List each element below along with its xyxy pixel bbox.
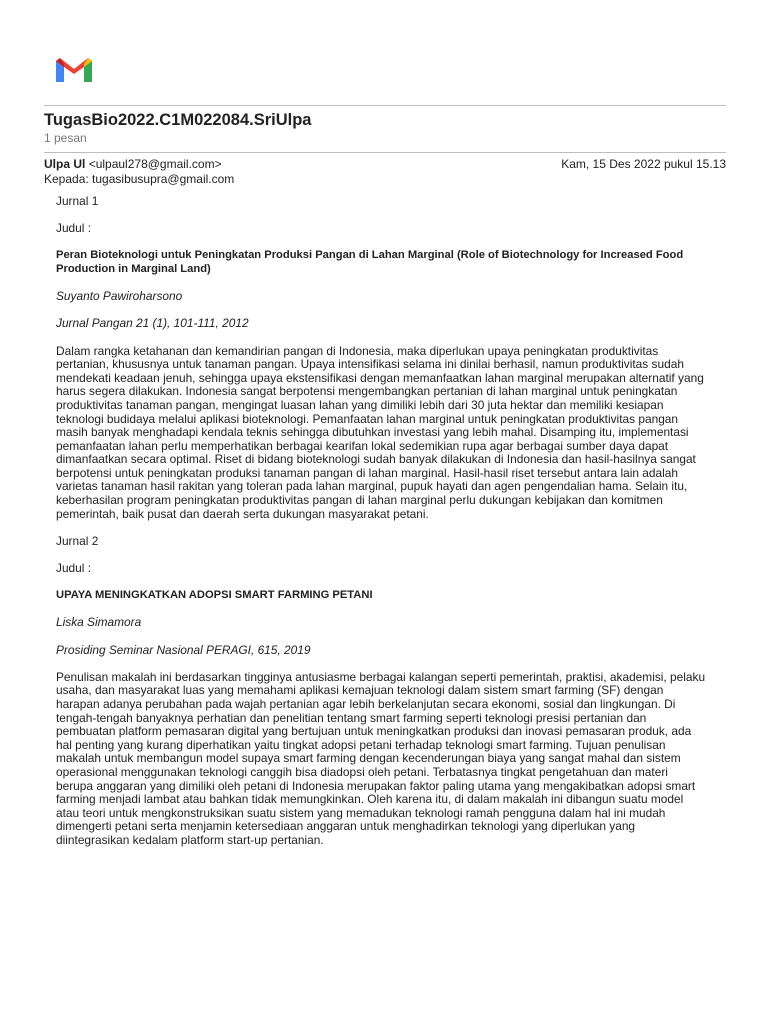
gmail-logo-icon bbox=[53, 56, 95, 84]
email-subject: TugasBio2022.C1M022084.SriUlpa bbox=[44, 111, 312, 129]
journal-1-label: Jurnal 1 bbox=[56, 194, 99, 208]
journal-1-title: Peran Bioteknologi untuk Peningkatan Produksi Pangan di Lahan Marginal (Role of Biotechnology for Increased Food Production in Marginal Land) bbox=[56, 249, 684, 275]
journal-2-judul-label: Judul : bbox=[56, 561, 92, 576]
sender-email: <ulpaul278@gmail.com> bbox=[88, 157, 222, 171]
journal-1-author: Suyanto Pawiroharsono bbox=[56, 289, 183, 304]
email-date: Kam, 15 Des 2022 pukul 15.13 bbox=[561, 157, 726, 171]
message-count: 1 pesan bbox=[44, 131, 87, 145]
journal-1-judul-label: Judul : bbox=[56, 221, 92, 236]
header-divider bbox=[44, 105, 726, 106]
sender bbox=[44, 157, 222, 171]
journal-2-abstract: Penulisan makalah ini berdasarkan tingginya antusiasme berbagai kalangan seperti pemerintah, praktisi, akademisi, pelaku usaha, dan masyarakat luas yang memahami aplikasi kemajuan teknologi dalam sistem smart farming (SF) dengan harapan adanya perubahan pada wajah pertanian agar lebih berkelanjutan secara ekonomi, sosial dan lingkungan. Di tengah-tengah banyaknya perhatian dan penelitian tentang smart farming seperti teknologi presisi pertanian dan pembuatan platform pemasaran digital yang bertujuan untuk meningkatkan produksi dan inovasi pemasaran produk, ada hal penting yang kurang diperhatikan yaitu tingkat adopsi petani terhadap teknologi smart farming. Tujuan penulisan makalah untuk membangun model supaya smart farming dengan kecenderungan biaya yang sangat mahal dan sistem operasional menggunakan teknologi canggih bisa diadopsi oleh petani. Terbatasnya tingkat pengetahuan dan materi berupa anggaran yang dimiliki oleh petani di Indonesia merupakan faktor paling utama yang mengakibatkan adopsi smart farming menjadi lambat atau bahkan tidak memungkinkan. Oleh karena itu, di dalam makalah ini dibangun suatu model atau teori untuk mengkonstruksikan suatu sistem yang memadukan teknologi ramah pengguna dalam hal ini mudah dimengerti petani serta menjamin ketersediaan anggaran untuk menghadirkan teknologi yang diperlukan yang diintegrasikan kedalam platform start-up pertanian. bbox=[56, 669, 706, 847]
journal-2-label: Jurnal 2 bbox=[56, 533, 99, 548]
journal-2-title: UPAYA MENINGKATKAN ADOPSI SMART FARMING PETANI bbox=[56, 589, 373, 602]
journal-1-abstract: Dalam rangka ketahanan dan kemandirian pangan di Indonesia, maka diperlukan upaya peningkatan produktivitas pertanian, khususnya untuk tanaman pangan. Upaya intensifikasi selama ini dinilai berhasil, namun produktivitas sudah mendekati keadaan jenuh, sehingga upaya ekstensifikasi dengan memanfaatkan lahan marginal merupakan alternatif yang harus segera dilakukan. Indonesia sangat berpotensi mengembangkan pertanian di lahan marginal untuk peningkatan produktivitas tanaman pangan, mengingat luasan lahan yang dimiliki lebih dari 30 juta hektar dan memiliki kesiapan teknologi budidaya melalui aplikasi bioteknologi. Pemanfaatan lahan marginal untuk peningkatan produktivitas pangan masih banyak menghadapi kendala teknis sehingga dibutuhkan investasi yang lebih mahal. Disamping itu, implementasi pemanfaatan lahan perlu memperhatikan berbagai kearifan lokal sedemikian rupa agar berbagai sumber daya dapat dimanfaatkan secara optimal. Riset di bidang bioteknologi sudah banyak dilakukan di Indonesia dan hasil-hasilnya sangat berpotensi untuk peningkatan produksi tanaman pangan di lahan marginal. Hasil-hasil riset tersebut antara lain adalah varietas tanaman hasil rakitan yang toleran pada lahan marginal, pupuk hayati dan agen pengendalian hama. Selain itu, keberhasilan program peningkatan produktivitas pangan di lahan marginal perlu dukungan kebijakan dan komitmen pemerintah, baik pusat dan daerah serta dukungan masyarakat petani. bbox=[56, 343, 704, 521]
recipient: Kepada: tugasibusupra@gmail.com bbox=[44, 172, 235, 186]
journal-1-citation: Jurnal Pangan 21 (1), 101-111, 2012 bbox=[56, 316, 249, 331]
subject-divider bbox=[44, 152, 726, 153]
sender-name: Ulpa Ul bbox=[44, 157, 86, 171]
email-body bbox=[56, 195, 708, 848]
journal-2-citation: Prosiding Seminar Nasional PERAGI, 615, 2019 bbox=[56, 642, 311, 657]
journal-2-author: Liska Simamora bbox=[56, 615, 142, 630]
